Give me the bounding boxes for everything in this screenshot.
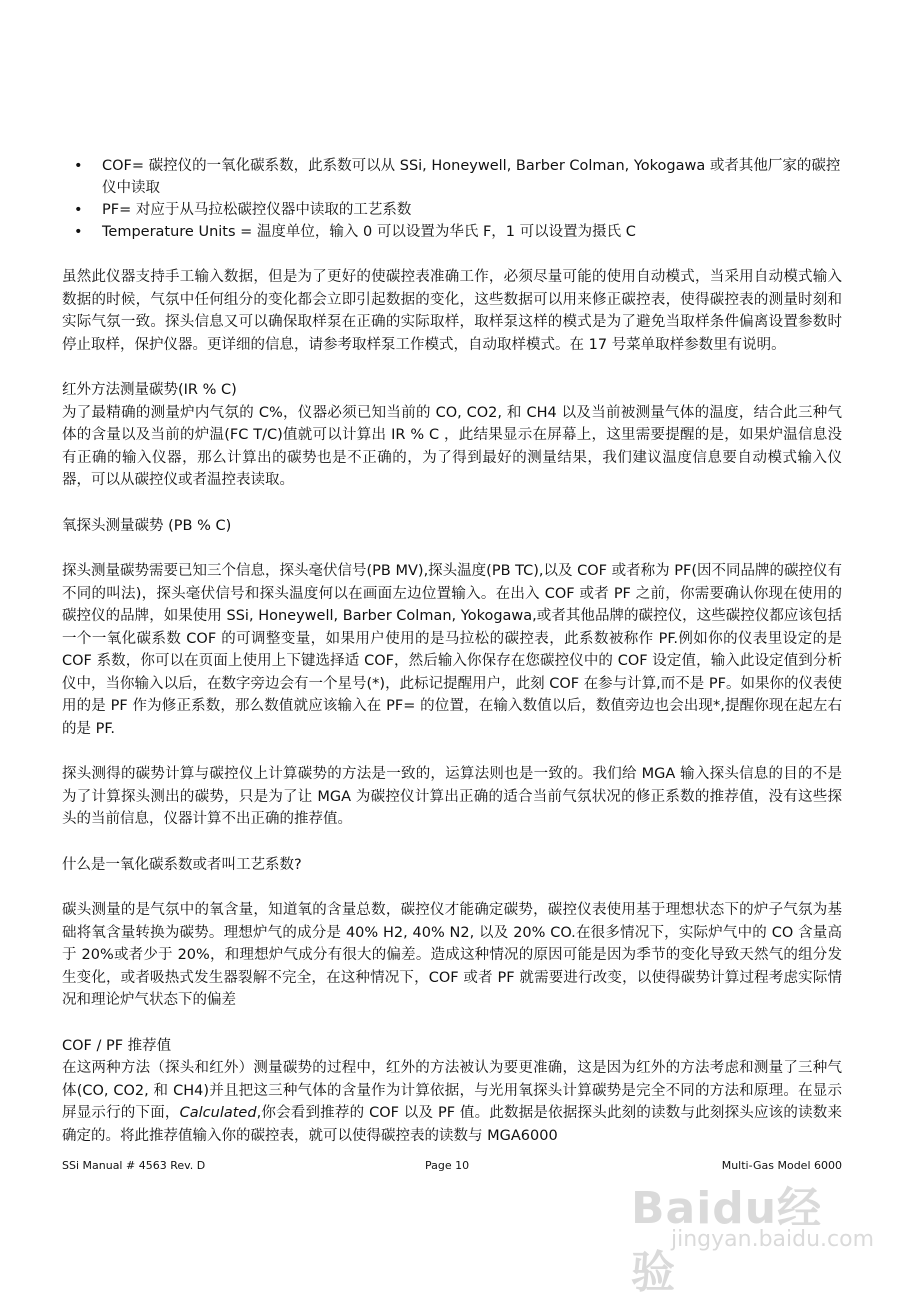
paragraph-ir-method: 为了最精确的测量炉内气氛的 C%，仪器必须已知当前的 CO, CO2, 和 CH4 以及当前被测量气体的温度，结合此三种气体的含量以及当前的炉温(FC T/C)值就可以计算出 IR % C ，此结果显示在屏幕上，这里需要提醒的是，如果炉温信息没有正确的输入仪器，那么计算出的碳势也是不正确的，为了得到最好的测量结果，我们建议温度信息要自动模式输入仪器，可以从碳控仪或者温控表读取。 <box>62 404 842 488</box>
baidu-watermark <box>631 1172 875 1298</box>
bullet-icon: • <box>74 202 83 218</box>
paragraph-auto-mode: 虽然此仪器支持手工输入数据，但是为了更好的使碳控表准确工作，必须尽量可能的使用自动模式，当采用自动模式输入数据的时候，气氛中任何组分的变化都会立即引起数据的变化，这些数据可以用来修正碳控表，使得碳控表的测量时刻和实际气氛一致。探头信息又可以确保取样泵在正确的实际取样，取样泵这样的模式是为了避免当取样条件偏离设置参数时停止取样，保护仪器。更详细的信息，请参考取样泵工作模式，自动取样模式。在 17 号菜单取样参数里有说明。 <box>62 269 842 353</box>
paragraph-probe-calculation: 探头测得的碳势计算与碳控仪上计算碳势的方法是一致的，运算法则也是一致的。我们给 MGA 输入探头信息的目的不是为了计算探头测出的碳势，只是为了让 MGA 为碳控仪计算出正确的适合当前气氛状况的修正系数的推荐值，没有这些探头的当前信息，仪器计算不出正确的推荐值。 <box>62 766 842 827</box>
section-heading-probe: 氧探头测量碳势 (PB % C) <box>62 517 232 534</box>
footer-page-number: Page 10 <box>425 1159 470 1172</box>
page-content <box>62 155 842 1147</box>
paragraph-cof-definition: 碳头测量的是气氛中的氧含量，知道氧的含量总数，碳控仪才能确定碳势，碳控仪表使用基于理想状态下的炉子气氛为基础将氧含量转换为碳势。理想炉气的成分是 40% H2, 40% N2, 以及 20% CO.在很多情况下，实际炉气中的 CO 含量高于 20%或者少于 20%，和理想炉气成分有很大的偏差。造成这种情况的原因可能是因为季节的变化导致天然气的组分发生变化，或者吸热式发生器裂解不完全，在这种情况下，COF 或者 PF 就需要进行改变，以使得碳势计算过程考虑实际情况和理论炉气状态下的偏差 <box>62 902 842 1008</box>
paragraph-probe-method: 探头测量碳势需要已知三个信息，探头毫伏信号(PB MV),探头温度(PB TC),以及 COF 或者称为 PF(因不同品牌的碳控仪有不同的叫法)，探头毫伏信号和探头温度何以在画面左边位置输入。在出入 COF 或者 PF 之前，你需要确认你现在使用的碳控仪的品牌，如果使用 SSi, Honeywell, Barber Colman, Yokogawa,或者其他品牌的碳控仪，这些碳控仪都应该包括一个一氧化碳系数 COF 的可调整变量，如果用户使用的是马拉松的碳控表，此系数被称作 PF.例如你的仪表里设定的是 COF 系数，你可以在页面上使用上下键选择适 COF，然后输入你保存在您碳控仪中的 COF 设定值，输入此设定值到分析仪中，当你输入以后，在数字旁边会有一个星号(*)，此标记提醒用户，此刻 COF 在参与计算,而不是 PF。如果你的仪表使用的是 PF 作为修正系数，那么数值就应该输入在 PF= 的位置，在输入数值以后，数值旁边也会出现*,提醒你现在起左右的是 PF. <box>62 563 842 737</box>
bullet-icon: • <box>74 224 83 240</box>
bullet-text-temperature: Temperature Units = 温度单位，输入 0 可以设置为华氏 F，1 可以设置为摄氏 C <box>102 224 636 240</box>
list-item <box>62 199 842 221</box>
section-heading-cof-definition: 什么是一氧化碳系数或者叫工艺系数? <box>62 856 302 873</box>
bullet-text-cof: COF= 碳控仪的一氧化碳系数，此系数可以从 SSi, Honeywell, Barber Colman, Yokogawa 或者其他厂家的碳控仪中读取 <box>102 158 841 196</box>
footer-manual-id: SSi Manual # 4563 Rev. D <box>62 1159 206 1172</box>
calculated-label: Calculated <box>179 1105 257 1121</box>
footer-model-name: Multi-Gas Model 6000 <box>721 1159 842 1172</box>
section-heading-ir: 红外方法测量碳势(IR % C) <box>62 382 237 398</box>
bullet-text-pf: PF= 对应于从马拉松碳控仪器中读取的工艺系数 <box>102 202 412 218</box>
bullet-icon: • <box>74 158 83 174</box>
watermark-url: jingyan.baidu.com <box>671 1227 875 1252</box>
recommended-text-part-2: ,你会看到推荐的 COF 以及 PF 值。此数据是依据探头此刻的读数与此刻探头应该的读数来确定的。将此推荐值输入你的碳控表，就可以使得碳控表的读数与 MGA6000 <box>62 1105 842 1144</box>
baidu-logo: Baidu经验 <box>631 1183 823 1298</box>
paragraph-recommended-values <box>62 1057 842 1147</box>
section-heading-recommended: COF / PF 推荐值 <box>62 1037 172 1054</box>
list-item <box>62 221 842 243</box>
list-item <box>62 155 842 199</box>
parameter-list <box>62 155 842 243</box>
recommended-text-part-1: 在这两种方法（探头和红外）测量碳势的过程中，红外的方法被认为要更准确，这是因为红外的方法考虑和测量了三种气体(CO, CO2, 和 CH4)并且把这三种气体的含量作为计算依据，与光用氧探头计算碳势是完全不同的方法和原理。在显示屏显示行的下面， <box>62 1060 842 1121</box>
